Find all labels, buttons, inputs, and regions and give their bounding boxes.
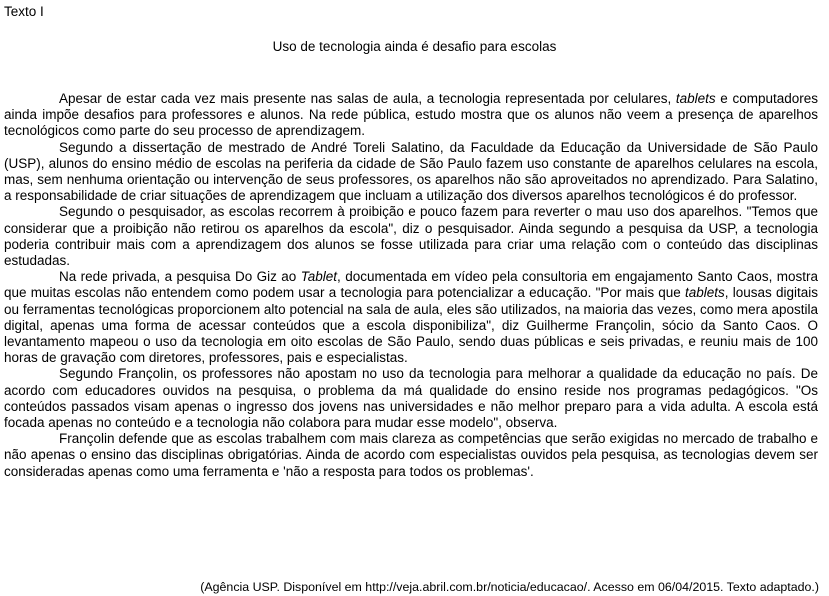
paragraph-3 <box>4 204 818 269</box>
paragraph-1 <box>4 91 818 140</box>
paragraph-4 <box>4 269 818 366</box>
text-run: , documentada em vídeo pela consultoria em engajamento Santo Caos, mostra que muitas escolas não entendem como podem usar a tecnologia para potencializar a educação. "Por mais que <box>4 269 818 301</box>
italic-term: tablets <box>685 285 725 301</box>
paragraph-6 <box>4 431 818 480</box>
italic-term: Tablet <box>300 269 338 285</box>
text-run: Françolin defende que as escolas trabalhem com mais clareza as competências que serão exigidas no mercado de trabalho e não apenas o ensino das disciplinas obrigatórias. Ainda de acordo com especialistas ouvidos pela pesquisa, as tecnologias devem ser consideradas apenas como uma ferramenta e 'não a resposta para todos os problemas'. <box>4 431 818 479</box>
article-body <box>4 91 818 480</box>
text-label: Texto I <box>4 4 44 19</box>
article-title: Uso de tecnologia ainda é desafio para escolas <box>272 39 557 54</box>
text-run: , lousas digitais ou ferramentas tecnológicas proporcionem alto potencial na sala de aula, eles são utilizados, na maioria das vezes, como mera apostila digital, apenas uma forma de acessar conteúdos que a escola disponibiliza", diz Guilherme Françolin, sócio da Santo Caos. O levantamento mapeou o uso da tecnologia em oito escolas de São Paulo, sendo duas públicas e seis privadas, e reuniu mais de 100 horas de gravação com diretores, professores, pais e especialistas. <box>4 285 818 366</box>
paragraph-5 <box>4 366 818 431</box>
paragraph-2 <box>4 140 818 205</box>
text-run: Na rede privada, a pesquisa Do Giz ao <box>59 269 301 285</box>
text-run: Segundo Françolin, os professores não apostam no uso da tecnologia para melhorar a qualidade da educação no país. De acordo com educadores ouvidos na pesquisa, o problema da má qualidade do ensino reside nos programas pedagógicos. "Os conteúdos passados visam apenas o ingresso dos jovens nas universidades e não melhor preparo para a vida adulta. A escola está focada apenas no conteúdo e a tecnologia não colabora para mudar esse modelo", observa. <box>4 366 818 431</box>
text-run: Apesar de estar cada vez mais presente nas salas de aula, a tecnologia representada por celulares, <box>59 91 676 106</box>
text-run: e computadores ainda impõe desafios para professores e alunos. Na rede pública, estudo mostra que os alunos não veem a presença de aparelhos tecnológicos como parte do seu processo de aprendizagem. <box>4 91 818 139</box>
italic-term: tablets <box>675 91 716 106</box>
text-run: Segundo a dissertação de mestrado de André Toreli Salatino, da Faculdade da Educação da Universidade de São Paulo (USP), alunos do ensino médio de escolas na periferia da cidade de São Paulo fazem uso constante de aparelhos celulares na escola, mas, sem nenhuma orientação ou intervenção de seus professores, os aparelhos não são aproveitados no aprendizado. Para Salatino, a responsabilidade de criar situações de aprendizagem que incluam a utilização dos diversos aparelhos tecnológicos é do professor. <box>4 139 818 204</box>
text-run: Segundo o pesquisador, as escolas recorrem à proibição e pouco fazem para reverter o mau uso dos aparelhos. "Temos que considerar que a proibição não retirou os aparelhos da escola", diz o pesquisador. Ainda segundo a pesquisa da USP, a tecnologia poderia contribuir mais com a aprendizagem dos alunos se fosse utilizada para criar uma relação com o conteúdo das disciplinas estudadas. <box>4 204 818 269</box>
source-citation: (Agência USP. Disponível em http://veja.abril.com.br/noticia/educacao/. Acesso em 06/04/2015. Texto adaptado.) <box>200 580 819 594</box>
